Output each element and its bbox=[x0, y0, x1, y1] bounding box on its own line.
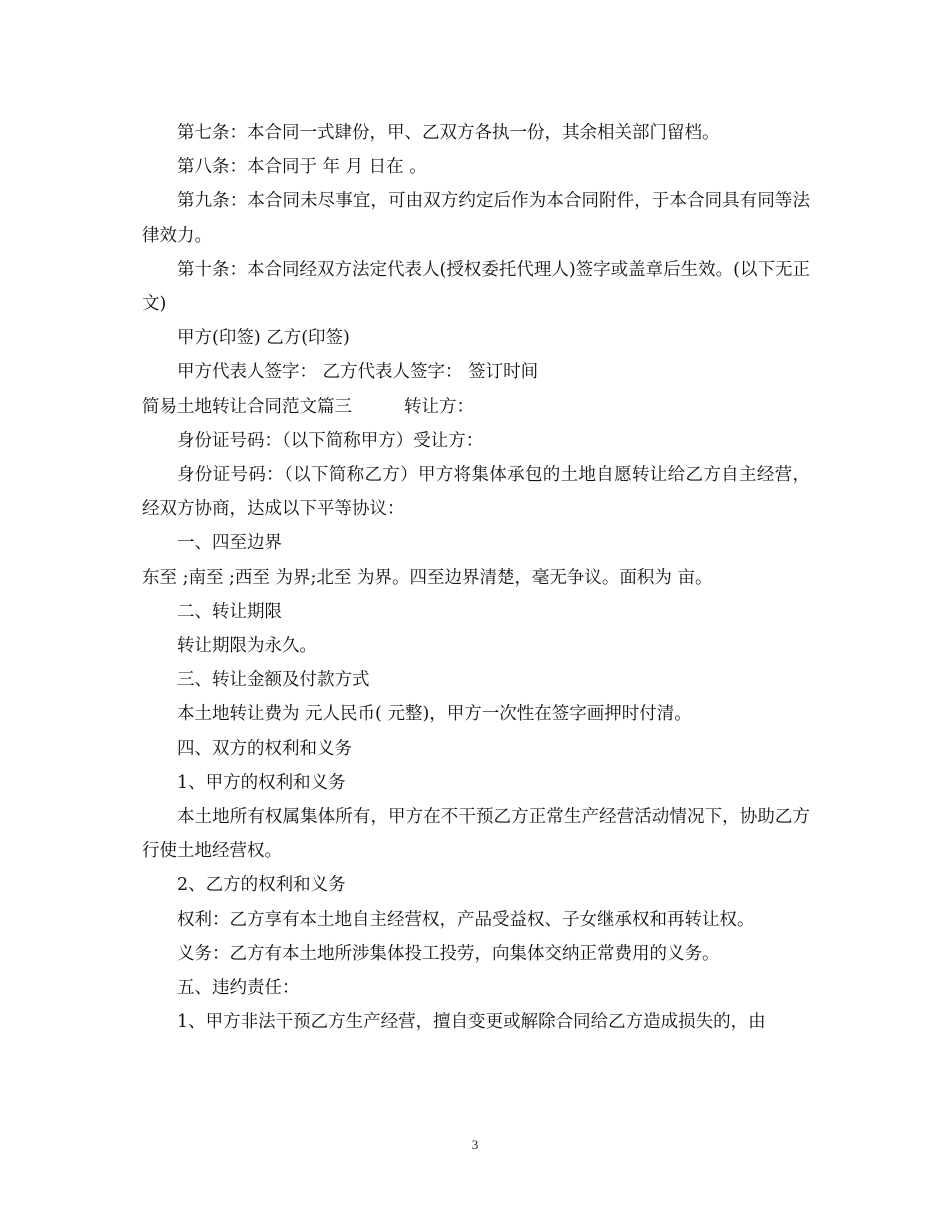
clause-ten: 第十条：本合同经双方法定代表人(授权委托代理人)签字或盖章后生效。(以下无正文) bbox=[142, 259, 810, 315]
subheading-party-a: 1、甲方的权利和义务 bbox=[177, 772, 346, 793]
signature-line: 甲方代表人签字： 乙方代表人签字： 签订时间 bbox=[177, 362, 539, 383]
transferor-label: 转让方： bbox=[404, 396, 474, 417]
liability-clause-one: 1、甲方非法干预乙方生产经营，擅自变更或解除合同给乙方造成损失的，由 bbox=[177, 1012, 766, 1033]
party-a-text: 本土地所有权属集体所有，甲方在不干预乙方正常生产经营活动情况下，协助乙方行使土地经营权。 bbox=[142, 807, 810, 862]
heading-liability: 五、违约责任： bbox=[177, 978, 300, 999]
payment-text: 本土地转让费为 元人民币( 元整)，甲方一次性在签字画押时付清。 bbox=[177, 704, 692, 725]
subheading-party-b: 2、乙方的权利和义务 bbox=[177, 875, 346, 896]
heading-payment: 三、转让金额及付款方式 bbox=[177, 670, 370, 691]
heading-term: 二、转让期限 bbox=[177, 601, 282, 622]
heading-boundaries: 一、四至边界 bbox=[177, 533, 282, 554]
document-body bbox=[142, 116, 810, 1039]
transferor-id-line: 身份证号码：（以下简称甲方）受让方： bbox=[177, 430, 484, 451]
clause-seven: 第七条：本合同一式肆份，甲、乙双方各执一份，其余相关部门留档。 bbox=[177, 123, 720, 143]
party-b-rights: 权利：乙方享有本土地自主经营权，产品受益权、子女继承权和再转让权。 bbox=[177, 909, 755, 930]
boundaries-text: 东至 ;南至 ;西至 为界;北至 为界。四至边界清楚，毫无争议。面积为 亩。 bbox=[142, 567, 713, 588]
clause-nine: 第九条：本合同未尽事宜，可由双方约定后作为本合同附件，于本合同具有同等法律效力。 bbox=[142, 191, 810, 246]
clause-eight: 第八条：本合同于 年 月 日在 。 bbox=[177, 157, 427, 178]
term-text: 转让期限为永久。 bbox=[177, 636, 317, 657]
party-b-duties: 义务：乙方有本土地所涉集体投工投劳，向集体交纳正常费用的义务。 bbox=[177, 943, 720, 964]
page-number: 3 bbox=[471, 1137, 479, 1152]
heading-rights: 四、双方的权利和义务 bbox=[177, 738, 352, 759]
section-title: 简易土地转让合同范文篇三 bbox=[142, 396, 352, 417]
transferee-id-line: 身份证号码：（以下简称乙方）甲方将集体承包的土地自愿转让给乙方自主经营，经双方协商，达成以下平等协议： bbox=[142, 465, 810, 520]
seal-line: 甲方(印签) 乙方(印签) bbox=[177, 328, 350, 349]
section-heading bbox=[142, 390, 810, 424]
